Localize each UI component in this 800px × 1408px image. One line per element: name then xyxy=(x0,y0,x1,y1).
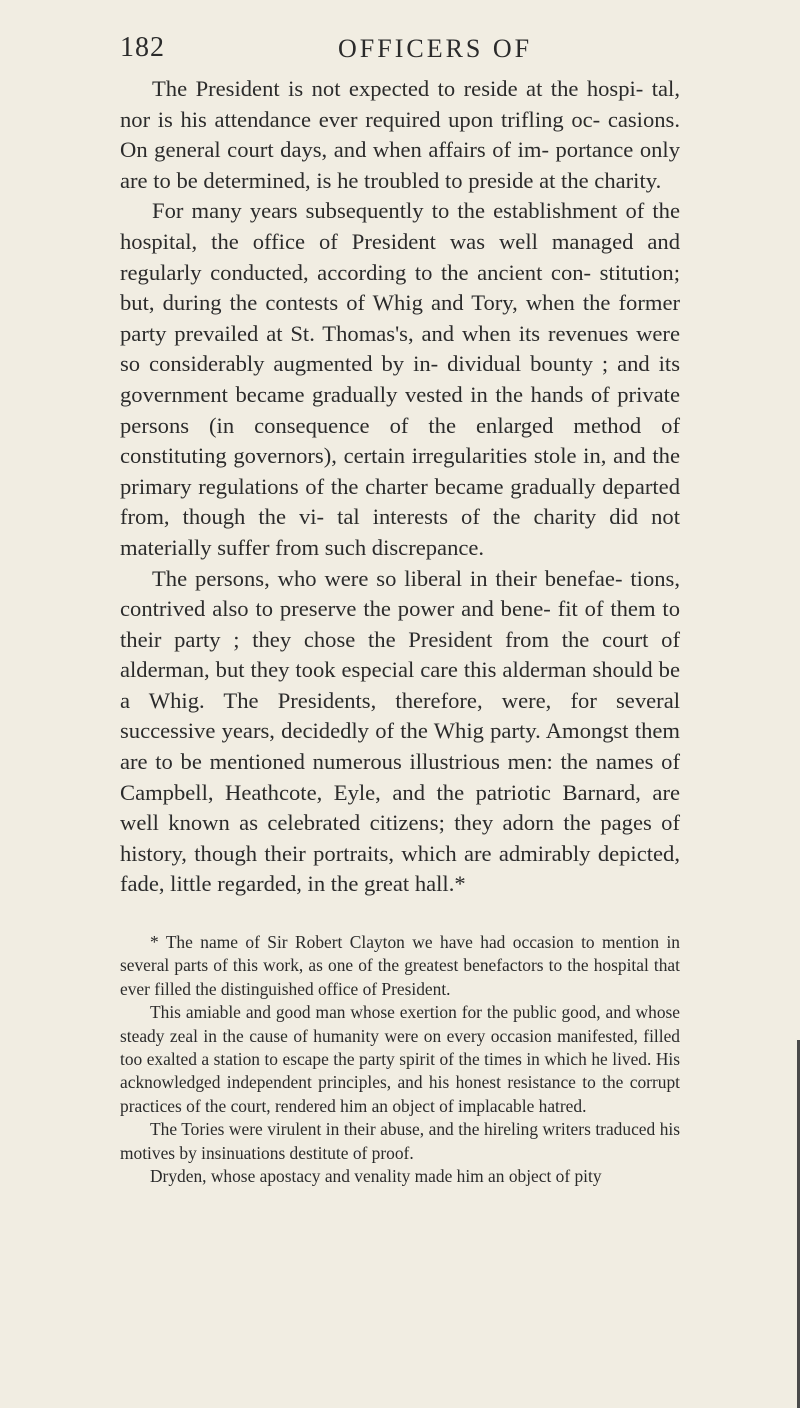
page-header xyxy=(120,28,680,68)
body-text xyxy=(120,74,680,900)
paragraph-office-history: For many years subsequently to the establishment of the hospital, the office of President was well managed and regularly conducted, according to the ancient con- stitution; but, during the contests of Whig and Tory, when the former party prevailed at St. Thomas's, and when its revenues were so considerably augmented by in- dividual bounty ; and its government became gradually vested in the hands of private persons (in consequence of the enlarged method of constituting governors), certain irregularities stole in, and the primary regulations of the charter became gradually departed from, though the vi- tal interests of the charity did not materially suffer from such discrepance. xyxy=(120,198,680,560)
footnote-tories: The Tories were virulent in their abuse, and the hireling writers traduced his motives by insinuations destitute of proof. xyxy=(120,1119,680,1163)
footnote-dryden: Dryden, whose apostacy and venality made him an object of pity xyxy=(150,1166,602,1187)
page-number: 182 xyxy=(120,32,165,63)
footnote-character: This amiable and good man whose exertion for the public good, and whose steady zeal in the cause of humanity were on every occasion manifested, filled too exalted a station to escape the party spirit of the times in which he lived. His acknowledged independent principles, and his honest resistance to the corrupt practices of the court, rendered him an object of implacable hatred. xyxy=(120,1002,680,1116)
footnotes xyxy=(120,931,680,1188)
footnote-clayton: * The name of Sir Robert Clayton we have had occasion to mention in several parts of this work, as one of the greatest benefactors to the hospital that ever filled the distinguished office of President. xyxy=(120,932,680,999)
paragraph-president-duties: The President is not expected to reside at the hospi- tal, nor is his attendance ever required upon trifling oc- casions. On general court days, and when affairs of im- portance only are to be determined, is he troubled to preside at the charity. xyxy=(120,76,680,193)
paragraph-whig-presidents: The persons, who were so liberal in their benefae- tions, contrived also to preserve the power and bene- fit of them to their party ; they chose the President from the court of alderman, but they took especial care this alderman should be a Whig. The Presidents, therefore, were, for several successive years, decidedly of the Whig party. Amongst them are to be mentioned numerous illustrious men: the names of Campbell, Heathcote, Eyle, and the patriotic Barnard, are well known as celebrated citizens; they adorn the pages of history, though their portraits, which are admirably depicted, fade, little regarded, in the great hall.* xyxy=(120,565,680,897)
running-head: OFFICERS OF xyxy=(338,34,533,63)
